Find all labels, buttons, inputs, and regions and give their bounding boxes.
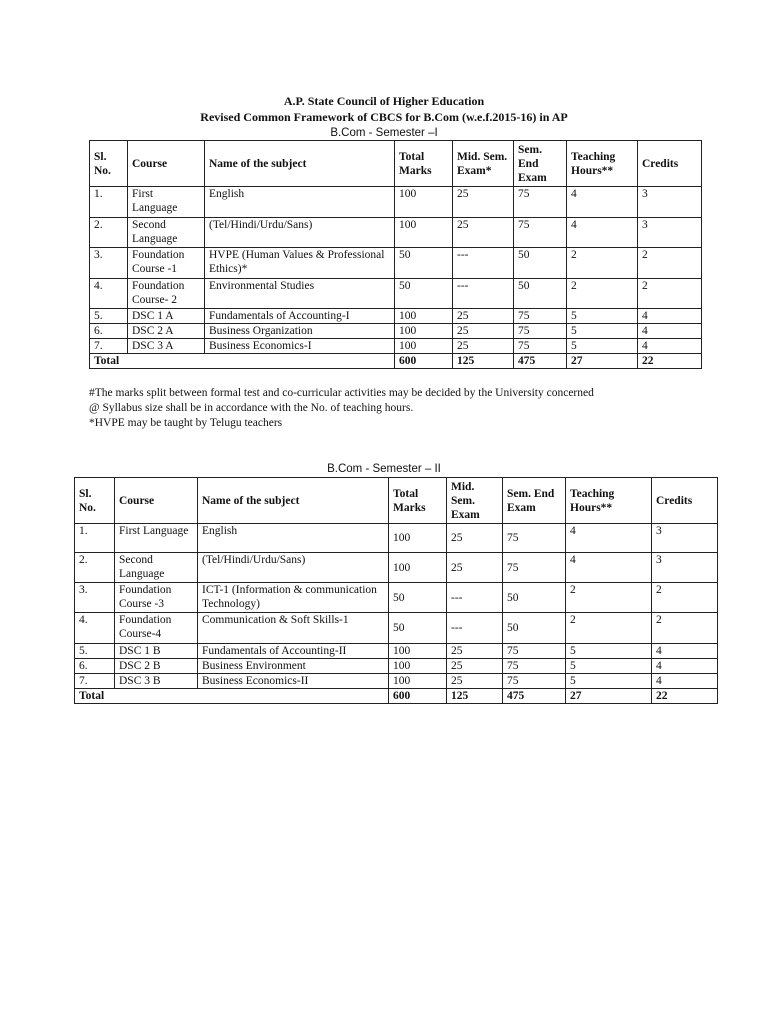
- total-marks-cell: 100: [389, 644, 447, 659]
- sem-end-sum: 475: [503, 689, 566, 704]
- total-marks-cell: 100: [389, 553, 447, 583]
- sem-end-cell: 50: [514, 279, 567, 309]
- teaching-hours-cell: 2: [566, 613, 652, 644]
- subject-cell: Business Economics-I: [205, 339, 395, 354]
- header-sem-end: Sem. End Exam: [514, 141, 567, 187]
- mid-sem-cell: ---: [447, 613, 503, 644]
- semester1-title: B.Com - Semester –I: [330, 127, 438, 139]
- header-total-marks: Total Marks: [389, 478, 447, 524]
- course-cell: DSC 1 B: [115, 644, 198, 659]
- header-subject: Name of the subject: [198, 478, 389, 524]
- subject-cell: Communication & Soft Skills-1: [198, 613, 389, 644]
- subject-cell: Business Environment: [198, 659, 389, 674]
- mid-sem-cell: 25: [453, 339, 514, 354]
- semester2-table: [74, 477, 718, 704]
- subject-cell: Environmental Studies: [205, 279, 395, 309]
- mid-sem-cell: 25: [447, 553, 503, 583]
- semester1-header-row: [90, 141, 702, 187]
- total-marks-sum: 600: [395, 354, 453, 369]
- table-row: [90, 218, 702, 248]
- mid-sem-sum: 125: [447, 689, 503, 704]
- subject-cell: Fundamentals of Accounting-I: [205, 309, 395, 324]
- teaching-hours-sum: 27: [567, 354, 638, 369]
- course-cell: DSC 2 A: [128, 324, 205, 339]
- header-course: Course: [115, 478, 198, 524]
- header-mid-sem: Mid. Sem. Exam*: [453, 141, 514, 187]
- total-marks-cell: 50: [395, 248, 453, 279]
- credits-cell: 4: [638, 339, 702, 354]
- teaching-hours-cell: 2: [566, 583, 652, 613]
- teaching-hours-cell: 5: [567, 324, 638, 339]
- total-marks-cell: 100: [389, 524, 447, 553]
- sl-no-cell: 1.: [75, 524, 115, 553]
- mid-sem-cell: 25: [447, 644, 503, 659]
- credits-cell: 4: [652, 659, 718, 674]
- subject-cell: (Tel/Hindi/Urdu/Sans): [198, 553, 389, 583]
- sem-end-cell: 50: [503, 583, 566, 613]
- course-cell: Foundation Course-4: [115, 613, 198, 644]
- total-marks-cell: 100: [389, 659, 447, 674]
- sl-no-cell: 4.: [90, 279, 128, 309]
- credits-sum: 22: [638, 354, 702, 369]
- subject-cell: (Tel/Hindi/Urdu/Sans): [205, 218, 395, 248]
- sem-end-cell: 75: [503, 674, 566, 689]
- sl-no-cell: 4.: [75, 613, 115, 644]
- sem-end-cell: 75: [514, 187, 567, 218]
- sem-end-cell: 50: [514, 248, 567, 279]
- total-row: [90, 354, 702, 369]
- semester2-title: B.Com - Semester – II: [327, 463, 441, 475]
- sem-end-cell: 75: [514, 309, 567, 324]
- teaching-hours-cell: 2: [567, 248, 638, 279]
- teaching-hours-cell: 5: [566, 674, 652, 689]
- teaching-hours-cell: 2: [567, 279, 638, 309]
- sl-no-cell: 5.: [75, 644, 115, 659]
- credits-cell: 4: [638, 309, 702, 324]
- header-mid-sem: Mid. Sem. Exam: [447, 478, 503, 524]
- course-cell: Second Language: [128, 218, 205, 248]
- semester2-header-row: [75, 478, 718, 524]
- total-marks-cell: 100: [395, 309, 453, 324]
- footnote-syllabus-size: @ Syllabus size shall be in accordance with the No. of teaching hours.: [89, 402, 414, 414]
- teaching-hours-cell: 4: [567, 218, 638, 248]
- sem-end-cell: 75: [503, 644, 566, 659]
- header-course: Course: [128, 141, 205, 187]
- mid-sem-cell: ---: [447, 583, 503, 613]
- subject-cell: Fundamentals of Accounting-II: [198, 644, 389, 659]
- table-row: [90, 324, 702, 339]
- teaching-hours-sum: 27: [566, 689, 652, 704]
- total-row: [75, 689, 718, 704]
- course-cell: First Language: [128, 187, 205, 218]
- mid-sem-cell: 25: [453, 324, 514, 339]
- subject-cell: English: [205, 187, 395, 218]
- subject-cell: ICT-1 (Information & communication Technology): [198, 583, 389, 613]
- header-sem-end: Sem. End Exam: [503, 478, 566, 524]
- document-subtitle: Revised Common Framework of CBCS for B.Com (w.e.f.2015-16) in AP: [200, 110, 568, 124]
- sem-end-cell: 75: [503, 659, 566, 674]
- document-title: A.P. State Council of Higher Education: [283, 94, 485, 108]
- footnote-marks-split: #The marks split between formal test and co-curricular activities may be decided by the University concerned: [89, 387, 594, 399]
- table-row: [90, 279, 702, 309]
- header-teaching-hours: Teaching Hours**: [567, 141, 638, 187]
- credits-cell: 3: [652, 553, 718, 583]
- credits-cell: 4: [652, 644, 718, 659]
- sl-no-cell: 5.: [90, 309, 128, 324]
- table-row: [75, 613, 718, 644]
- course-cell: DSC 2 B: [115, 659, 198, 674]
- mid-sem-cell: 25: [447, 659, 503, 674]
- header-subject: Name of the subject: [205, 141, 395, 187]
- total-marks-cell: 50: [389, 613, 447, 644]
- sl-no-cell: 3.: [75, 583, 115, 613]
- credits-cell: 3: [638, 187, 702, 218]
- teaching-hours-cell: 5: [566, 659, 652, 674]
- sem-end-cell: 75: [514, 339, 567, 354]
- sem-end-sum: 475: [514, 354, 567, 369]
- total-marks-cell: 100: [395, 339, 453, 354]
- credits-cell: 2: [638, 279, 702, 309]
- sl-no-cell: 6.: [90, 324, 128, 339]
- course-cell: Foundation Course- 2: [128, 279, 205, 309]
- sem-end-cell: 75: [514, 324, 567, 339]
- course-cell: DSC 3 B: [115, 674, 198, 689]
- credits-sum: 22: [652, 689, 718, 704]
- teaching-hours-cell: 5: [567, 309, 638, 324]
- header-sl-no: Sl. No.: [90, 141, 128, 187]
- subject-cell: HVPE (Human Values & Professional Ethics)*: [205, 248, 395, 279]
- credits-cell: 2: [652, 613, 718, 644]
- sem-end-cell: 75: [503, 524, 566, 553]
- teaching-hours-cell: 4: [566, 524, 652, 553]
- header-teaching-hours: Teaching Hours**: [566, 478, 652, 524]
- sem-end-cell: 50: [503, 613, 566, 644]
- total-label: Total: [75, 689, 389, 704]
- table-row: [75, 524, 718, 553]
- sl-no-cell: 6.: [75, 659, 115, 674]
- credits-cell: 4: [652, 674, 718, 689]
- course-cell: Second Language: [115, 553, 198, 583]
- teaching-hours-cell: 5: [567, 339, 638, 354]
- course-cell: Foundation Course -1: [128, 248, 205, 279]
- teaching-hours-cell: 4: [567, 187, 638, 218]
- header-credits: Credits: [652, 478, 718, 524]
- sem-end-cell: 75: [514, 218, 567, 248]
- mid-sem-cell: 25: [453, 309, 514, 324]
- sl-no-cell: 2.: [90, 218, 128, 248]
- table-row: [90, 248, 702, 279]
- total-marks-cell: 100: [389, 674, 447, 689]
- table-row: [75, 674, 718, 689]
- header-total-marks: Total Marks: [395, 141, 453, 187]
- sl-no-cell: 7.: [75, 674, 115, 689]
- table-row: [90, 309, 702, 324]
- subject-cell: Business Organization: [205, 324, 395, 339]
- table-row: [90, 339, 702, 354]
- credits-cell: 3: [652, 524, 718, 553]
- semester1-table: [89, 140, 702, 369]
- mid-sem-cell: 25: [447, 524, 503, 553]
- header-credits: Credits: [638, 141, 702, 187]
- teaching-hours-cell: 5: [566, 644, 652, 659]
- total-marks-sum: 600: [389, 689, 447, 704]
- course-cell: DSC 1 A: [128, 309, 205, 324]
- total-label: Total: [90, 354, 395, 369]
- sl-no-cell: 1.: [90, 187, 128, 218]
- credits-cell: 2: [638, 248, 702, 279]
- table-row: [75, 644, 718, 659]
- mid-sem-sum: 125: [453, 354, 514, 369]
- total-marks-cell: 50: [395, 279, 453, 309]
- table-row: [75, 583, 718, 613]
- course-cell: Foundation Course -3: [115, 583, 198, 613]
- mid-sem-cell: 25: [453, 218, 514, 248]
- credits-cell: 4: [638, 324, 702, 339]
- subject-cell: Business Economics-II: [198, 674, 389, 689]
- mid-sem-cell: ---: [453, 248, 514, 279]
- header-sl-no: Sl. No.: [75, 478, 115, 524]
- total-marks-cell: 100: [395, 218, 453, 248]
- mid-sem-cell: 25: [453, 187, 514, 218]
- sl-no-cell: 3.: [90, 248, 128, 279]
- course-cell: First Language: [115, 524, 198, 553]
- sl-no-cell: 2.: [75, 553, 115, 583]
- total-marks-cell: 100: [395, 324, 453, 339]
- course-cell: DSC 3 A: [128, 339, 205, 354]
- footnote-hvpe: *HVPE may be taught by Telugu teachers: [89, 417, 283, 429]
- footnotes: [89, 386, 729, 431]
- total-marks-cell: 50: [389, 583, 447, 613]
- subject-cell: English: [198, 524, 389, 553]
- table-row: [90, 187, 702, 218]
- mid-sem-cell: 25: [447, 674, 503, 689]
- sem-end-cell: 75: [503, 553, 566, 583]
- sl-no-cell: 7.: [90, 339, 128, 354]
- mid-sem-cell: ---: [453, 279, 514, 309]
- table-row: [75, 659, 718, 674]
- table-row: [75, 553, 718, 583]
- total-marks-cell: 100: [395, 187, 453, 218]
- teaching-hours-cell: 4: [566, 553, 652, 583]
- credits-cell: 2: [652, 583, 718, 613]
- credits-cell: 3: [638, 218, 702, 248]
